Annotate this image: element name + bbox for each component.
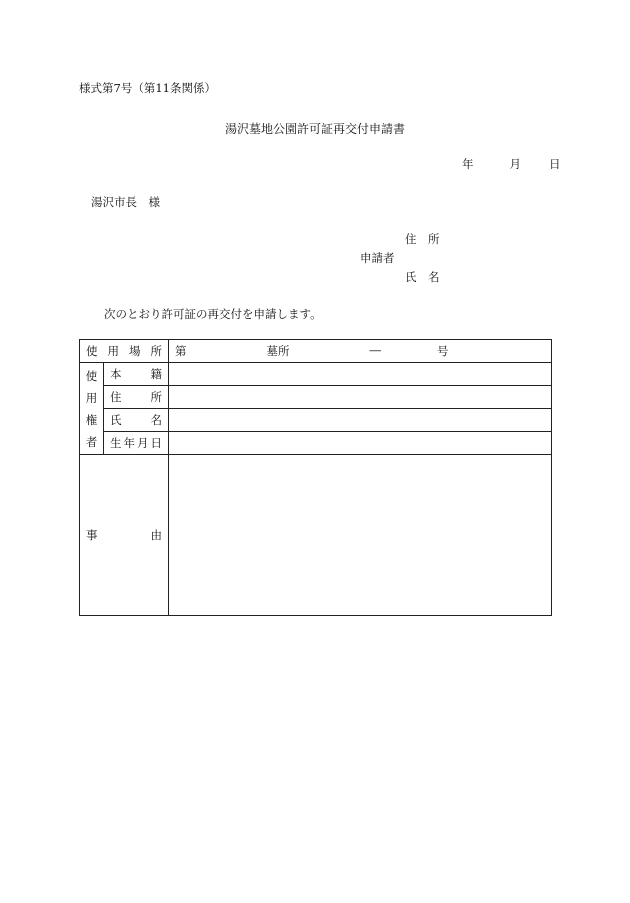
address-row-label: 住 所: [104, 386, 169, 409]
name-field[interactable]: [169, 409, 552, 432]
name-label: 氏 名: [405, 270, 440, 284]
intro-text: 次のとおり許可証の再交付を申請します。: [104, 307, 322, 321]
addressee: 湯沢市長 様: [91, 195, 160, 209]
application-table: [79, 339, 552, 616]
month-label: 月: [509, 157, 521, 171]
date-line: [462, 156, 561, 172]
day-label: 日: [549, 157, 561, 171]
reason-row: [80, 455, 552, 616]
domicile-field[interactable]: [169, 363, 552, 386]
applicant-label: 申請者: [360, 251, 395, 265]
name-row-label: 氏 名: [104, 409, 169, 432]
birthdate-label: 生 年 月 日: [104, 432, 169, 455]
location-value-field[interactable]: 第 墓所 ― 号: [169, 340, 552, 363]
name-row: [80, 409, 552, 432]
domicile-row: [80, 363, 552, 386]
address-row: [80, 386, 552, 409]
user-group-label: 使 用 権 者: [80, 363, 104, 455]
document-title: 湯沢墓地公園許可証再交付申請書: [224, 122, 405, 136]
location-row: [80, 340, 552, 363]
reason-field[interactable]: [169, 455, 552, 616]
reason-label: 事 由: [80, 455, 169, 616]
domicile-label: 本 籍: [104, 363, 169, 386]
birthdate-row: [80, 432, 552, 455]
address-label: 住 所: [405, 232, 440, 246]
location-label: 使 用 場 所: [80, 340, 169, 363]
year-label: 年: [462, 157, 474, 171]
form-number: 様式第7号（第11条関係）: [79, 81, 216, 95]
birthdate-field[interactable]: [169, 432, 552, 455]
address-field[interactable]: [169, 386, 552, 409]
